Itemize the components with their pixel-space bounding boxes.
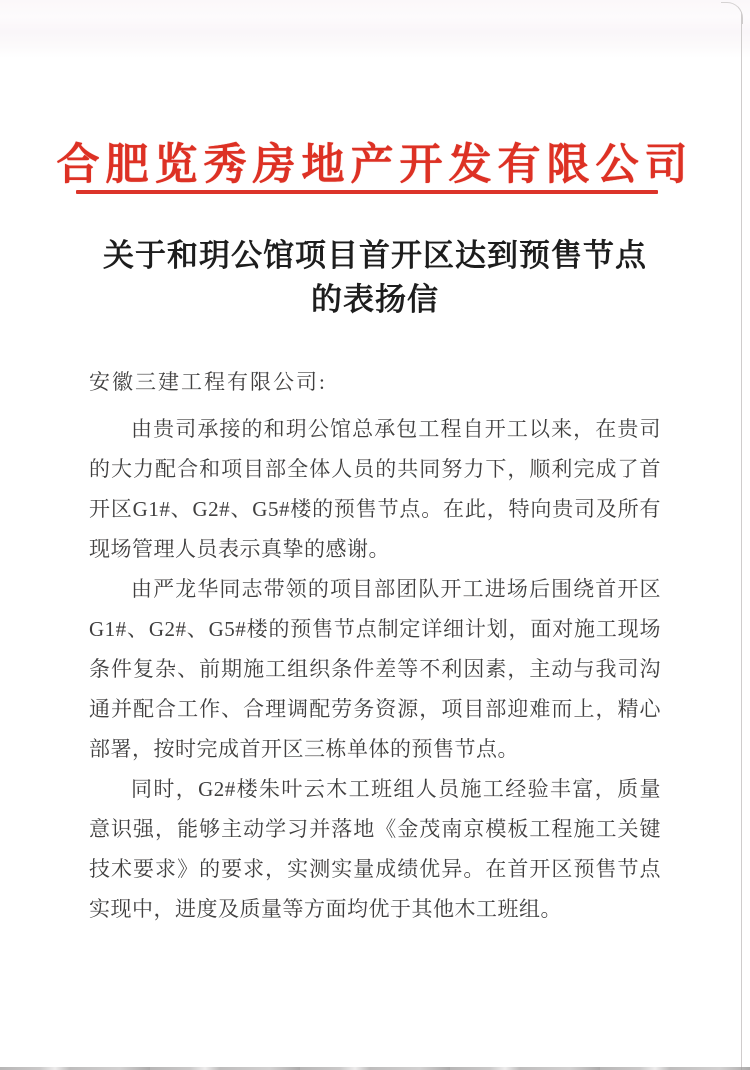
letter-body xyxy=(89,362,661,929)
letterhead xyxy=(0,131,750,192)
paragraph-1: 由贵司承接的和玥公馆总承包工程自开工以来，在贵司的大力配合和项目部全体人员的共同努力下，顺利完成了首开区G1#、G2#、G5#楼的预售节点。在此，特向贵司及所有现场管理人员表示真挚的感谢。 xyxy=(89,417,661,561)
letterhead-divider-rule xyxy=(76,190,658,194)
document-title-line1: 关于和玥公馆项目首开区达到预售节点 xyxy=(103,238,647,273)
salutation: 安徽三建工程有限公司: xyxy=(89,370,327,394)
scan-paper-corner-topright xyxy=(721,2,743,24)
paragraph-2: 由严龙华同志带领的项目部团队开工进场后围绕首开区G1#、G2#、G5#楼的预售节点制定详细计划，面对施工现场条件复杂、前期施工组织条件差等不利因素，主动与我司沟通并配合工作、合理调配劳务资源，项目部迎难而上，精心部署，按时完成首开区三栋单体的预售节点。 xyxy=(89,577,661,761)
document-title-line2: 的表扬信 xyxy=(311,282,439,317)
company-name: 合肥览秀房地产开发有限公司 xyxy=(56,142,694,189)
document-title xyxy=(60,234,690,322)
scan-top-tint xyxy=(0,0,750,58)
paragraph-3: 同时，G2#楼朱叶云木工班组人员施工经验丰富，质量意识强，能够主动学习并落地《金茂南京模板工程施工关键技术要求》的要求，实测实量成绩优异。在首开区预售节点实现中，进度及质量等方面均优于其他木工班组。 xyxy=(89,777,661,921)
